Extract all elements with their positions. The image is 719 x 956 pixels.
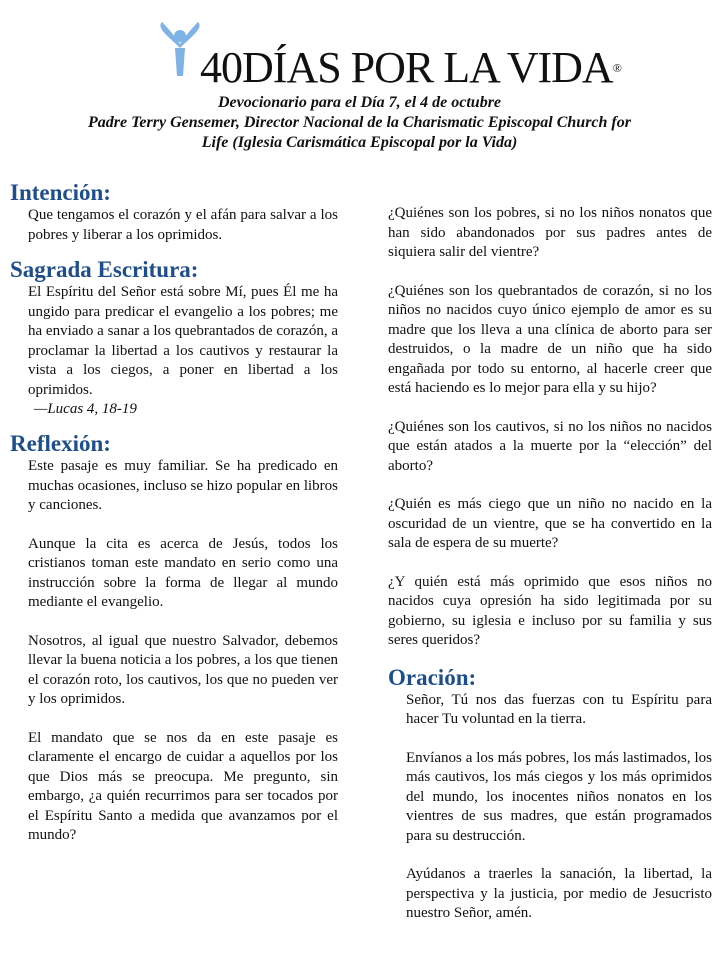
devotional-date: Devocionario para el Día 7, el 4 de octubre [217, 94, 502, 111]
oracion-heading: Oración: [388, 664, 477, 690]
right-column [388, 204, 712, 924]
intencion-text: Que tengamos el corazón y el afán para salvar a los pobres y liberar a los oprimidos. [28, 207, 338, 243]
oracion-paragraph: Ayúdanos a traerles la sanación, la libertad, la perspectiva y la justicia, por medio de Jesucristo nuestro Señor, amén. [406, 866, 712, 921]
logo-text [200, 43, 621, 92]
question-paragraph: ¿Quiénes son los quebrantados de corazón, si no los niños no nacidos cuyo único ejemplo de amor es su madre que los lleva a una clínica de aborto para ser destruidos, o la madre de un niño que ha sido engañada por todo su entorno, al hacerle creer que está haciendo es lo mejor para ella y su hijo? [388, 282, 712, 396]
question-paragraph: ¿Quiénes son los pobres, si no los niños nonatos que han sido abandonados por sus padres antes de siquiera salir del vientre? [388, 205, 712, 260]
question-paragraph: ¿Y quién está más oprimido que esos niños no nacidos cuya opresión ha sido legitimada por su gobierno, su iglesia e incluso por su familia y sus seres queridos? [388, 573, 712, 648]
escritura-text: El Espíritu del Señor está sobre Mí, pues Él me ha ungido para predicar el evangelio a los pobres; me ha enviado a sanar a los quebrantados de corazón, a proclamar la libertad a los cautivos y restaurar la vista a los ciegos, a poner en libertad a los oprimidos. [28, 284, 338, 398]
header-subtitle [20, 93, 699, 153]
reflexion-paragraph: Este pasaje es muy familiar. Se ha predicado en muchas ocasiones, incluso se hizo popular en libros y canciones. [28, 458, 338, 513]
reflexion-heading: Reflexión: [10, 431, 111, 456]
logo-number: 40 [200, 43, 242, 92]
intencion-heading: Intención: [10, 180, 111, 205]
reflexion-paragraph: El mandato que se nos da en este pasaje es claramente el encargo de cuidar a aquellos por los que Dios más se preocupa. Me pregunto, sin embargo, ¿a quién recurrimos para ser tocados por el Espíritu Santo a medida que avanzamos por el mundo? [28, 729, 338, 843]
logo-registered-mark: ® [612, 61, 621, 75]
question-paragraph: ¿Quién es más ciego que un niño no nacido en la oscuridad de un vientre, que se ha convertido en la sala de espera de su muerte? [388, 496, 712, 551]
question-paragraph: ¿Quiénes son los cautivos, si no los niños no nacidos que están atados a la muerte por la “elección” del aborto? [388, 418, 712, 474]
logo [140, 18, 621, 92]
oracion-paragraph: Señor, Tú nos das fuerzas con tu Espíritu para hacer Tu voluntad en la tierra. [406, 691, 712, 727]
reflexion-paragraph: Nosotros, al igual que nuestro Salvador, debemos llevar la buena noticia a los pobres, a los que tienen el corazón roto, los cautivos, los que no pueden ver y los oprimidos. [28, 632, 338, 707]
oracion-paragraph: Envíanos a los más pobres, los más lastimados, los más cautivos, los más ciegos y los más oprimidos del mundo, los inocentes niños nonatos en los vientres de sus madres, que están programados para su destrucción. [406, 749, 712, 844]
author-line-1: Padre Terry Gensemer, Director Nacional de la Charismatic Episcopal Church for [88, 114, 631, 131]
left-column [10, 180, 338, 846]
reflexion-paragraph: Aunque la cita es acerca de Jesús, todos los cristianos toman este mandato en serio como una instrucción sobre la forma de llegar al mundo mediante el evangelio. [28, 535, 338, 610]
escritura-heading: Sagrada Escritura: [10, 257, 199, 282]
logo-wordmark: DÍAS POR LA VIDA [242, 43, 613, 92]
author-line-2: Life (Iglesia Carismática Episcopal por la Vida) [201, 134, 518, 151]
escritura-citation: —Lucas 4, 18-19 [34, 401, 137, 417]
